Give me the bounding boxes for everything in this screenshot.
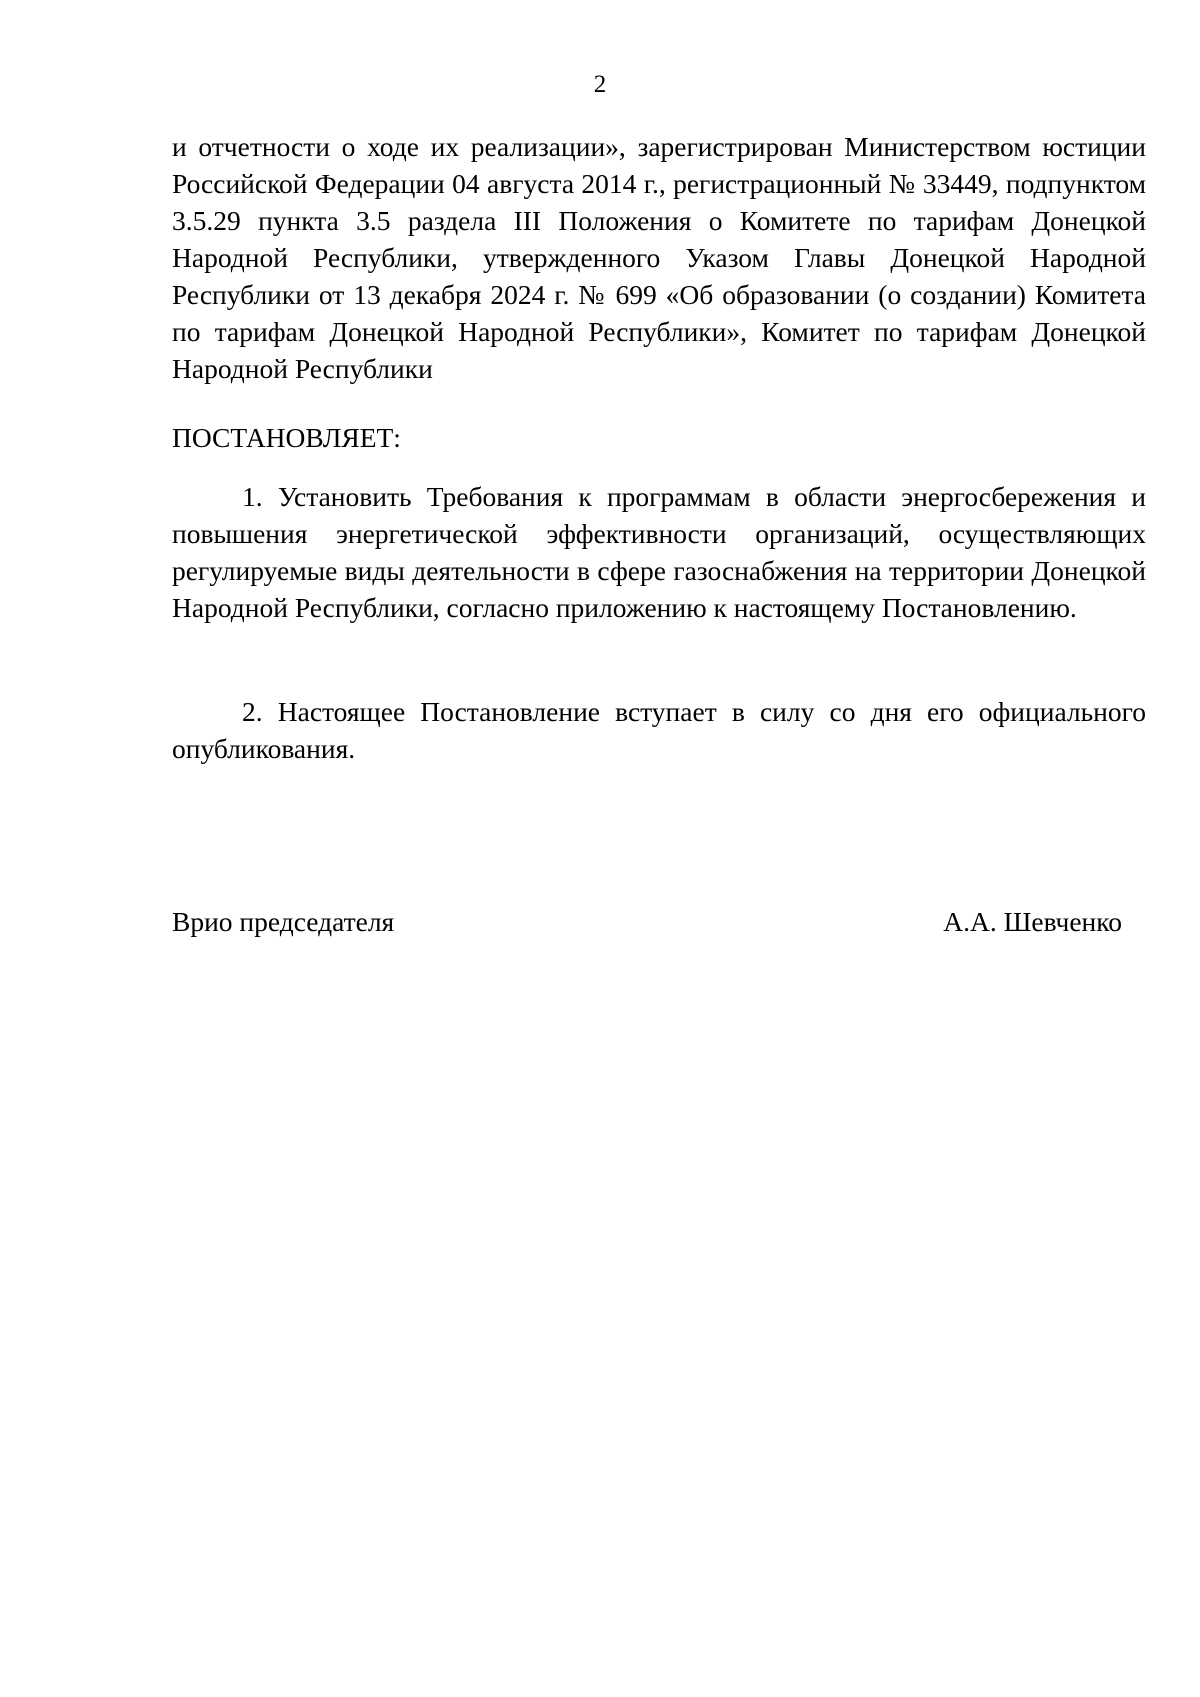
resolution-item-2: 2. Настоящее Постановление вступает в силу со дня его официального опубликования.: [172, 696, 1146, 764]
resolves-heading: ПОСТАНОВЛЯЕТ:: [172, 422, 401, 453]
signatory-role: Врио председателя: [172, 906, 395, 937]
page-number: 2: [593, 71, 607, 98]
resolution-item-1: 1. Установить Требования к программам в области энергосбережения и повышения энергетической эффективности организаций, осуществляющих регулируемые виды деятельности в сфере газоснабжения на территории Донецкой Народной Республики, согласно приложению к настоящему Постановлению.: [172, 481, 1146, 623]
signatory-name: А.А. Шевченко: [943, 906, 1122, 937]
preamble-continuation: и отчетности о ходе их реализации», зарегистрирован Министерством юстиции Российской Федерации 04 августа 2014 г., регистрационный № 33449, подпунктом 3.5.29 пункта 3.5 раздела III Положения о Комитете по тарифам Донецкой Народной Республики, утвержденного Указом Главы Донецкой Народной Республики от 13 декабря 2024 г. № 699 «Об образовании (о создании) Комитета по тарифам Донецкой Народной Республики», Комитет по тарифам Донецкой Народной Республики: [172, 131, 1146, 384]
